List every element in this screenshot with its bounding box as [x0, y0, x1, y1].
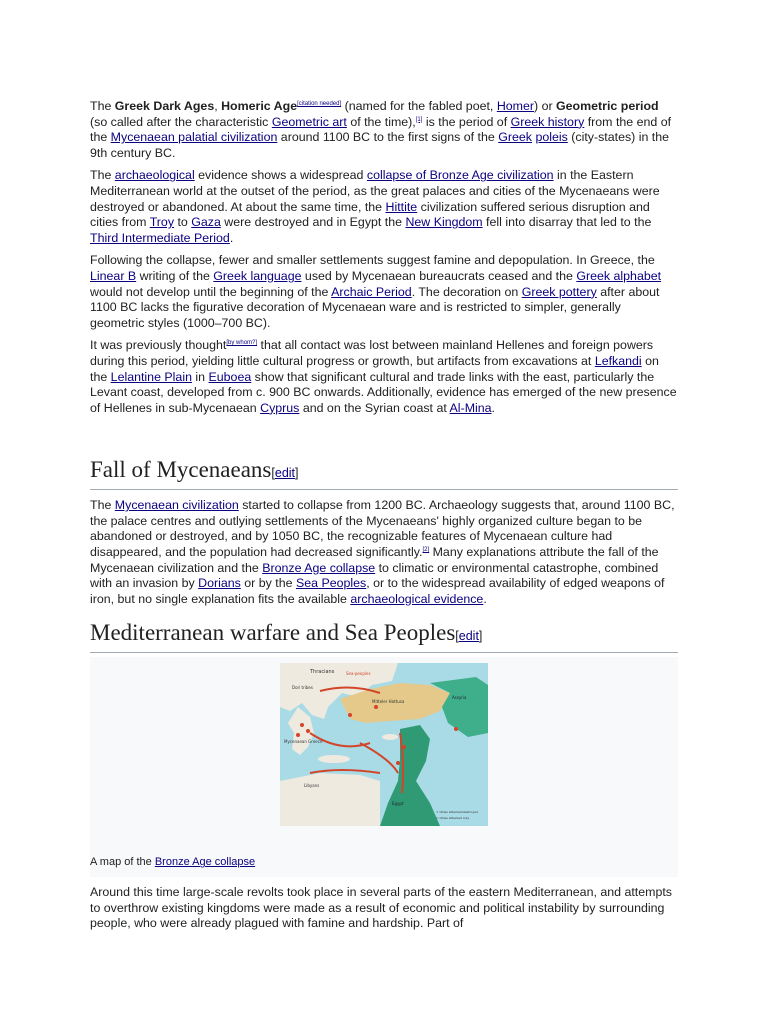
link-archaic-period[interactable]: Archaic Period: [331, 284, 412, 299]
link-mycenaean-civilization[interactable]: Mycenaean civilization: [114, 498, 239, 513]
citation-needed-link[interactable]: [citation needed]: [297, 101, 342, 107]
link-archaeological[interactable]: archaeological: [114, 168, 195, 183]
link-linear-b[interactable]: Linear B: [90, 268, 137, 283]
intro-paragraph-1: The Greek Dark Ages, Homeric Age[citation needed] (named for the fabled poet, Homer) or Geometric period (so called after the characteristic Geometric art of the time),[1] is the period of Greek history from the end of the Mycenaean palatial civilization around 1100 BC to the first signs of the Greek poleis (city-states) in the 9th century BC.: [90, 99, 672, 160]
map-figure: [90, 657, 678, 849]
link-lelantine-plain[interactable]: Lelantine Plain: [110, 369, 192, 384]
link-bronze-age-collapse-2[interactable]: Bronze Age collapse: [262, 560, 376, 575]
link-cyprus[interactable]: Cyprus: [260, 400, 300, 415]
link-hittite[interactable]: Hittite: [385, 199, 418, 214]
svg-text:Thracians: Thracians: [310, 669, 335, 676]
svg-text:Egypt: Egypt: [392, 801, 404, 807]
link-al-mina[interactable]: Al-Mina: [449, 400, 492, 415]
svg-text:= Cities attacked/destroyed: = Cities attacked/destroyed: [436, 810, 478, 815]
link-homer[interactable]: Homer: [496, 99, 534, 113]
link-greek-history[interactable]: Greek history: [510, 114, 585, 129]
map-caption: A map of the Bronze Age collapse: [90, 849, 678, 877]
link-euboea[interactable]: Euboea: [208, 369, 252, 384]
svg-text:= Cities attacked only: = Cities attacked only: [436, 816, 470, 821]
link-new-kingdom[interactable]: New Kingdom: [405, 215, 483, 230]
link-greek-pottery[interactable]: Greek pottery: [521, 284, 597, 299]
term-geometric-period: Geometric period: [556, 99, 659, 113]
edit-section-link-wrapper: [edit]: [455, 629, 483, 644]
by-whom-link[interactable]: [by whom?]: [226, 340, 258, 347]
link-third-intermediate-period[interactable]: Third Intermediate Period: [90, 230, 230, 245]
link-lefkandi[interactable]: Lefkandi: [594, 353, 642, 368]
intro-paragraph-2: The archaeological evidence shows a widespread collapse of Bronze Age civilization in the Eastern Mediterranean world at the outset of the period, as the great palaces and cities of the Mycenaeans were destroyed or abandoned. At about the same time, the Hittite civilization suffered serious disruption and cities from Troy to Gaza were destroyed and in Egypt the New Kingdom fell into disarray that led to the Third Intermediate Period.: [90, 168, 660, 245]
link-dorians[interactable]: Dorians: [198, 576, 241, 591]
link-sea-peoples[interactable]: Sea Peoples: [295, 576, 367, 591]
edit-section-link-wrapper: [edit]: [271, 466, 299, 481]
link-greek-language[interactable]: Greek language: [213, 268, 302, 283]
svg-text:Libyans: Libyans: [304, 783, 320, 789]
section-heading-mediterranean-warfare: Mediterranean warfare and Sea Peoples[edit]: [90, 619, 678, 653]
reference-1-link[interactable]: [1]: [415, 116, 423, 123]
link-troy[interactable]: Troy: [149, 215, 175, 230]
reference-2-link[interactable]: [2]: [422, 547, 430, 554]
article-content: [90, 99, 678, 939]
edit-section-1-link[interactable]: edit: [274, 466, 296, 481]
link-caption-bronze-age-collapse[interactable]: Bronze Age collapse: [154, 856, 256, 869]
edit-section-2-link[interactable]: edit: [458, 629, 479, 644]
term-greek-dark-ages: Greek Dark Ages: [114, 99, 215, 113]
section-heading-fall-of-mycenaeans: Fall of Mycenaeans[edit]: [90, 456, 678, 490]
intro-paragraph-3: Following the collapse, fewer and smaller settlements suggest famine and depopulation. In Greece, the Linear B writing of the Greek language used by Mycenaean bureaucrats ceased and the Greek alphabet would not develop until the beginning of the Archaic Period. The decoration on Greek pottery after about 1100 BC lacks the figurative decoration of Mycenaean ware and is restricted to simpler, generally geometric styles (1000–700 BC).: [90, 253, 662, 330]
svg-text:Dori tribes: Dori tribes: [292, 685, 313, 691]
link-gaza[interactable]: Gaza: [191, 215, 221, 230]
bronze-age-collapse-map[interactable]: [280, 663, 488, 826]
svg-text:Mitteler Hattusa: Mitteler Hattusa: [372, 699, 405, 705]
svg-text:Sea-peoples: Sea-peoples: [346, 671, 371, 677]
warfare-paragraph: Around this time large-scale revolts took place in several parts of the eastern Mediterranean, and attempts to overthrow existing kingdoms were made as a result of economic and political instability by surrounding people, who were already plagued with famine and hardship. Part of: [90, 885, 672, 931]
link-archaeological-evidence[interactable]: archaeological evidence: [350, 591, 484, 606]
link-greek-alphabet[interactable]: Greek alphabet: [576, 268, 662, 283]
link-greek[interactable]: Greek: [498, 130, 532, 145]
fall-paragraph: The Mycenaean civilization started to collapse from 1200 BC. Archaeology suggests that, around 1100 BC, the palace centres and outlying settlements of the Mycenaeans' highly organized culture began to be abandoned or destroyed, and by 1050 BC, the recognizable features of Mycenaean culture had disappeared, and the population had decreased significantly.[2] Many explanations attribute the fall of the Mycenaean civilization and the Bronze Age collapse to climatic or environmental catastrophe, combined with an invasion by Dorians or by the Sea Peoples, or to the widespread availability of edged weapons of iron, but no single explanation fits the available archaeological evidence.: [90, 498, 675, 606]
link-poleis[interactable]: poleis: [535, 130, 568, 145]
term-homeric-age: Homeric Age: [221, 99, 298, 113]
svg-text:Assyria: Assyria: [452, 695, 467, 701]
link-geometric-art[interactable]: Geometric art: [271, 114, 347, 129]
svg-text:Mycenaean Greece: Mycenaean Greece: [284, 739, 323, 745]
intro-paragraph-4: It was previously thought[by whom?] that all contact was lost between mainland Hellenes and foreign powers during this period, yielding little cultural progress or growth, but artifacts from excavations at Lefkandi on the Lelantine Plain in Euboea show that significant cultural and trade links with the east, particularly the Levant coast, developed from c. 900 BC onwards. Additionally, evidence has emerged of the new presence of Hellenes in sub-Mycenaean Cyprus and on the Syrian coast at Al-Mina.: [90, 338, 677, 415]
link-bronze-age-collapse[interactable]: collapse of Bronze Age civilization: [366, 168, 554, 183]
link-mycenaean-palatial-civilization[interactable]: Mycenaean palatial civilization: [110, 130, 278, 145]
